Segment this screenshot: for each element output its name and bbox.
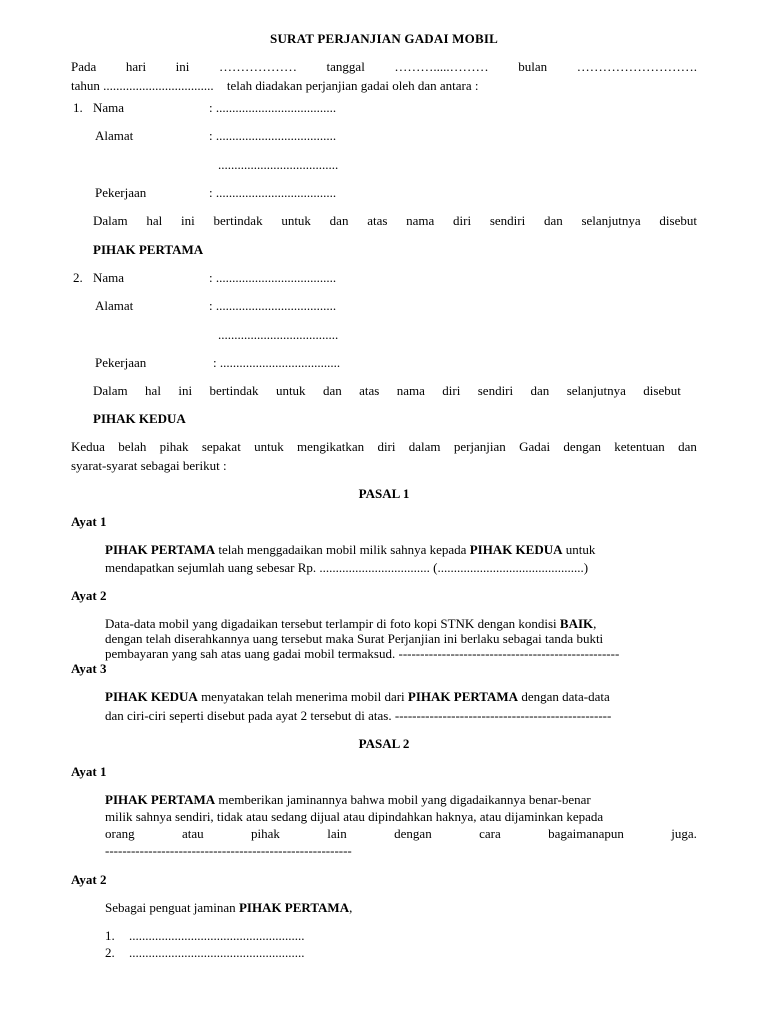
document-title: SURAT PERJANJIAN GADAI MOBIL: [270, 31, 498, 46]
party2-nama-field: : .....................................: [209, 270, 337, 285]
pasal1-ayat3-line-1: PIHAK KEDUA menyatakan telah menerima mobil dari PIHAK PERTAMA dengan data-data: [105, 689, 610, 704]
party1-alamat-field-2: .....................................: [218, 157, 339, 172]
party1-pekerjaan-label: Pekerjaan: [95, 185, 147, 200]
intro-line-2: tahun .................................. telah diadakan perjanjian gadai oleh dan antara :: [71, 78, 479, 93]
pasal1-title: PASAL 1: [358, 486, 410, 501]
pasal1-ayat1-label: Ayat 1: [71, 514, 107, 529]
party2-alamat-field-2: .....................................: [218, 327, 339, 342]
pasal2-ayat2-label: Ayat 2: [71, 872, 107, 887]
pasal1-ayat1-line-2: mendapatkan sejumlah uang sebesar Rp. .................................. (.............................................): [105, 560, 589, 575]
pasal2-ayat2-item-1-field: ......................................................: [129, 928, 305, 943]
party2-alamat-label: Alamat: [95, 298, 134, 313]
agreement-line-2: syarat-syarat sebagai berikut :: [71, 458, 227, 473]
pasal2-ayat1-line-1: PIHAK PERTAMA memberikan jaminannya bahwa mobil yang digadaikannya benar-benar: [105, 792, 591, 807]
pasal1-ayat3-line-2: dan ciri-ciri seperti disebut pada ayat 2 tersebut di atas. --------------------------------------------------: [105, 708, 612, 723]
pasal1-ayat1-line-1: PIHAK PERTAMA telah menggadaikan mobil milik sahnya kepada PIHAK KEDUA untuk: [105, 542, 596, 557]
pasal2-ayat1-line-2: milik sahnya sendiri, tidak atau sedang dijual atau dipindahkan haknya, atau dijaminkan kepada: [105, 809, 604, 824]
party2-number: 2.: [73, 270, 83, 285]
pasal2-ayat1-label: Ayat 1: [71, 764, 107, 779]
pasal2-ayat2-item-2-field: ......................................................: [129, 945, 305, 960]
party1-number: 1.: [73, 100, 83, 115]
pasal1-ayat2-line-1: Data-data mobil yang digadaikan tersebut terlampir di foto kopi STNK dengan kondisi BAIK,: [105, 616, 597, 631]
party1-alamat-field: : .....................................: [209, 128, 337, 143]
pasal2-ayat2-line-1: Sebagai penguat jaminan PIHAK PERTAMA,: [105, 900, 353, 915]
pasal2-title: PASAL 2: [358, 736, 410, 751]
party2-statement: Dalam hal ini bertindak untuk dan atas nama diri sendiri dan selanjutnya disebut: [93, 383, 681, 398]
party2-pekerjaan-label: Pekerjaan: [95, 355, 147, 370]
pasal2-ayat2-item-2-number: 2.: [105, 945, 115, 960]
pasal2-ayat1-line-3: orang atau pihak lain dengan cara bagaimanapun juga.: [105, 826, 697, 841]
party2-pekerjaan-field: : .....................................: [213, 355, 341, 370]
party1-pekerjaan-field: : .....................................: [209, 185, 337, 200]
pasal1-ayat2-line-3: pembayaran yang sah atas uang gadai mobil termaksud. ---------------------------------------------------: [105, 646, 620, 661]
party1-designation: PIHAK PERTAMA: [93, 242, 204, 257]
party2-alamat-field: : .....................................: [209, 298, 337, 313]
pasal1-ayat3-label: Ayat 3: [71, 661, 107, 676]
party1-nama-field: : .....................................: [209, 100, 337, 115]
pasal2-ayat2-item-1-number: 1.: [105, 928, 115, 943]
pasal2-ayat1-line-4: ---------------------------------------------------------: [105, 843, 352, 858]
party1-nama-label: Nama: [93, 100, 125, 115]
agreement-line-1: Kedua belah pihak sepakat untuk mengikatkan diri dalam perjanjian Gadai dengan ketentuan dan: [71, 439, 697, 454]
party2-designation: PIHAK KEDUA: [93, 411, 186, 426]
pasal1-ayat2-label: Ayat 2: [71, 588, 107, 603]
party2-nama-label: Nama: [93, 270, 125, 285]
intro-line-1: Pada hari ini ……………… tanggal ……….....……… bulan ……………………….: [71, 59, 697, 74]
party1-statement: Dalam hal ini bertindak untuk dan atas nama diri sendiri dan selanjutnya disebut: [93, 213, 697, 228]
party1-alamat-label: Alamat: [95, 128, 134, 143]
pasal1-ayat2-line-2: dengan telah diserahkannya uang tersebut maka Surat Perjanjian ini berlaku sebagai tanda bukti: [105, 631, 604, 646]
